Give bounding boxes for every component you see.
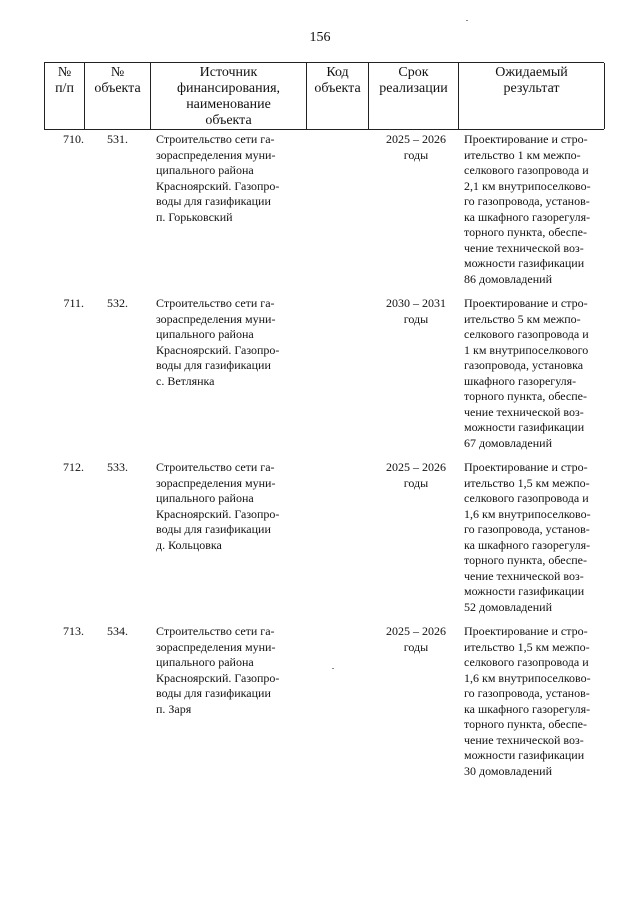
row-source: Строительство сети га- зораспределения муни- ципального района Красноярский. Газопро- воды для газификации п. Заря [156, 624, 280, 716]
row-term: 2025 – 2026 годы [386, 624, 446, 654]
row-term: 2025 – 2026 годы [386, 460, 446, 490]
table-header [44, 62, 604, 130]
header-code: Код объекта [307, 63, 369, 129]
row-source: Строительство сети га- зораспределения муни- ципального района Красноярский. Газопро- воды для газификации с. Ветлянка [156, 296, 280, 388]
row-num: 712. [63, 460, 84, 474]
row-object: 532. [107, 296, 128, 310]
row-num: 713. [63, 624, 84, 638]
scan-speck [466, 20, 468, 21]
row-source: Строительство сети га- зораспределения муни- ципального района Красноярский. Газопро- воды для газификации д. Кольцовка [156, 460, 280, 552]
header-num: № п/п [45, 63, 85, 129]
scan-speck [332, 668, 334, 669]
row-object: 533. [107, 460, 128, 474]
table-row [44, 624, 604, 784]
table-row [44, 460, 604, 620]
header-term: Срок реализации [369, 63, 459, 129]
row-source: Строительство сети га- зораспределения муни- ципального района Красноярский. Газопро- воды для газификации п. Горьковский [156, 132, 280, 224]
row-num: 711. [63, 296, 84, 310]
table-row [44, 132, 604, 292]
header-result: Ожидаемый результат [459, 63, 605, 129]
row-term: 2025 – 2026 годы [386, 132, 446, 162]
row-result: Проектирование и стро- ительство 1 км межпо- селкового газопровода и 2,1 км внутрипоселково- го газопровода, установ- ка шкафного газорегуля- торного пункта, обеспе- чение технической воз- можности газификации 86 домовладений [464, 132, 591, 286]
row-object: 531. [107, 132, 128, 146]
measures-table [44, 62, 604, 778]
row-result: Проектирование и стро- ительство 1,5 км межпо- селкового газопровода и 1,6 км внутрипоселково- го газопровода, установ- ка шкафного газорегуля- торного пункта, обеспе- чение технической воз- можности газификации 52 домовладений [464, 460, 591, 614]
row-result: Проектирование и стро- ительство 5 км межпо- селкового газопровода и 1 км внутрипоселкового газопровода, установка шкафного газорегуля- торного пункта, обеспе- чение технической воз- можности газификации 67 домовладений [464, 296, 589, 450]
row-object: 534. [107, 624, 128, 638]
row-term: 2030 – 2031 годы [386, 296, 446, 326]
page-number: 156 [309, 30, 331, 45]
header-source: Источник финансирования, наименование объекта [151, 63, 307, 129]
row-num: 710. [63, 132, 84, 146]
header-object: № объекта [85, 63, 151, 129]
row-result: Проектирование и стро- ительство 1,5 км межпо- селкового газопровода и 1,6 км внутрипоселково- го газопровода, установ- ка шкафного газорегуля- торного пункта, обеспе- чение технической воз- можности газификации 30 домовладений [464, 624, 591, 778]
table-row [44, 296, 604, 456]
